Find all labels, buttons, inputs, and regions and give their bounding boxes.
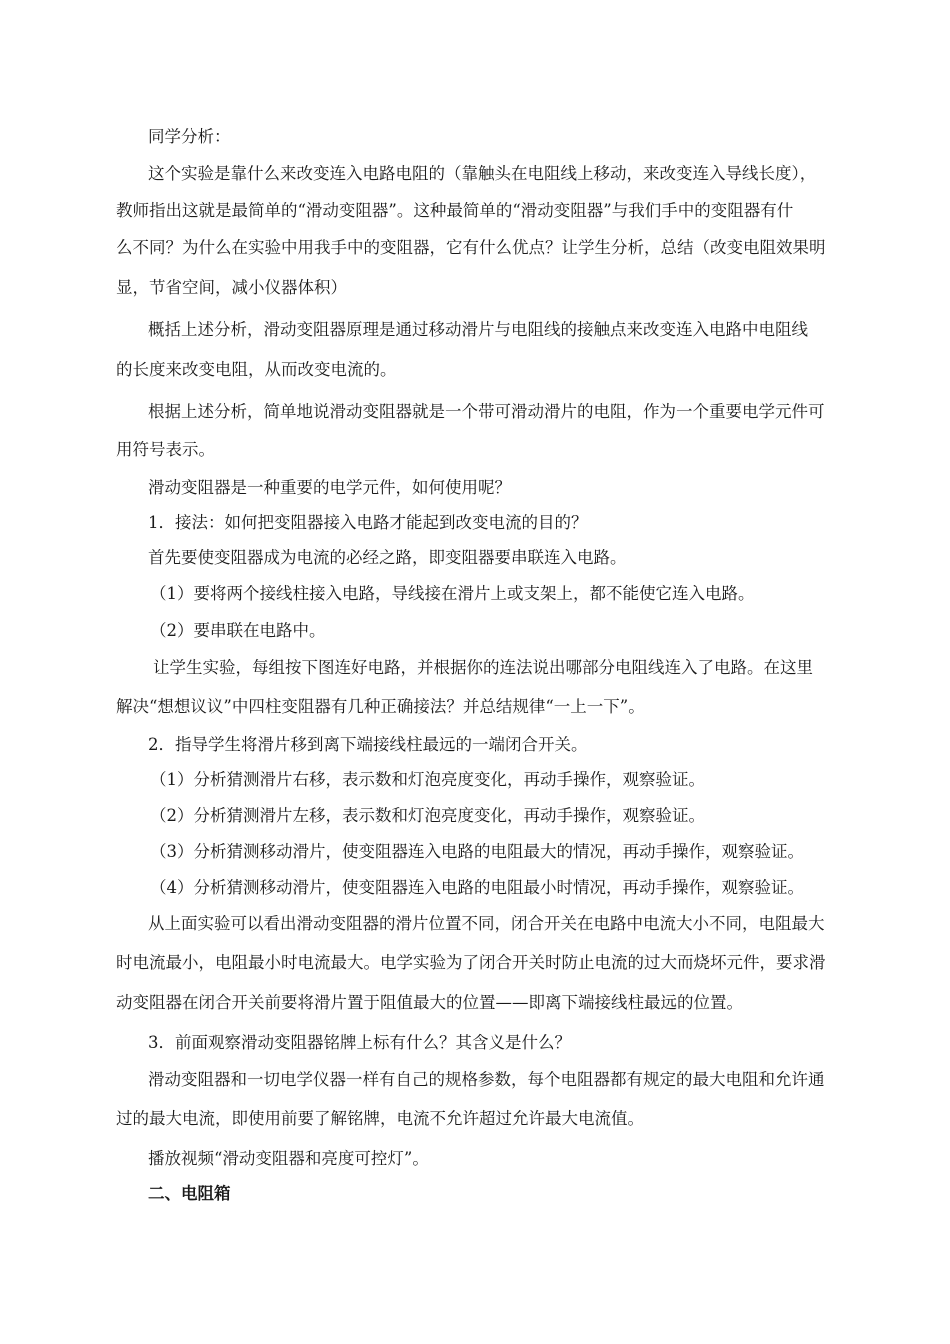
list-item-heading: 3．前面观察滑动变阻器铭牌上标有什么？其含义是什么？ [148,1033,571,1052]
paragraph-line: 播放视频“滑动变阻器和亮度可控灯”。 [148,1149,429,1168]
paragraph-line: 同学分析： [148,127,231,146]
list-item: （3）分析猜测移动滑片，使变阻器连入电路的电阻最大的情况，再动手操作，观察验证。 [150,842,804,861]
paragraph-line: 教师指出这就是最简单的“滑动变阻器”。这种最简单的“滑动变阻器”与我们手中的变阻器有什 [116,201,794,220]
list-item: （1）要将两个接线柱接入电路，导线接在滑片上或支架上，都不能使它连入电路。 [150,584,755,603]
paragraph-line: 么不同？为什么在实验中用我手中的变阻器，它有什么优点？让学生分析，总结（改变电阻效果明 [116,238,826,257]
paragraph-line: 时电流最小，电阻最小时电流最大。电学实验为了闭合开关时防止电流的过大而烧坏元件，要求滑 [116,953,826,972]
paragraph-line: 过的最大电流，即使用前要了解铭牌，电流不允许超过允许最大电流值。 [116,1109,644,1128]
paragraph-line: 从上面实验可以看出滑动变阻器的滑片位置不同，闭合开关在电路中电流大小不同，电阻最大 [148,914,825,933]
paragraph-line: 的长度来改变电阻，从而改变电流的。 [116,360,397,379]
paragraph-line: 这个实验是靠什么来改变连入电路电阻的（靠触头在电阻线上移动，来改变连入导线长度）， [148,164,817,183]
paragraph-line: 滑动变阻器是一种重要的电学元件，如何使用呢？ [148,478,511,497]
paragraph-line: 首先要使变阻器成为电流的必经之路，即变阻器要串联连入电路。 [148,548,627,567]
paragraph-line: 显，节省空间，减小仪器体积） [116,278,347,297]
paragraph-line: 用符号表示。 [116,440,215,459]
paragraph-line: 概括上述分析，滑动变阻器原理是通过移动滑片与电阻线的接触点来改变连入电路中电阻线 [148,320,808,339]
paragraph-line: 动变阻器在闭合开关前要将滑片置于阻值最大的位置——即离下端接线柱最远的位置。 [116,993,743,1012]
paragraph-line: 根据上述分析，简单地说滑动变阻器就是一个带可滑动滑片的电阻，作为一个重要电学元件可 [148,402,825,421]
list-item-heading: 1．接法：如何把变阻器接入电路才能起到改变电流的目的？ [148,513,588,532]
list-item-heading: 2．指导学生将滑片移到离下端接线柱最远的一端闭合开关。 [148,735,588,754]
list-item: （2）要串联在电路中。 [150,621,326,640]
list-item: （2）分析猜测滑片左移，表示数和灯泡亮度变化，再动手操作，观察验证。 [150,806,705,825]
paragraph-line: 解决“想想议议”中四柱变阻器有几种正确接法？并总结规律“一上一下”。 [116,697,645,716]
paragraph-line: 滑动变阻器和一切电学仪器一样有自己的规格参数，每个电阻器都有规定的最大电阻和允许通 [148,1070,825,1089]
list-item: （1）分析猜测滑片右移，表示数和灯泡亮度变化，再动手操作，观察验证。 [150,770,705,789]
list-item: （4）分析猜测移动滑片，使变阻器连入电路的电阻最小时情况，再动手操作，观察验证。 [150,878,804,897]
paragraph-line: 让学生实验，每组按下图连好电路，并根据你的连法说出哪部分电阻线连入了电路。在这里 [153,658,813,677]
section-heading: 二、电阻箱 [148,1184,231,1203]
